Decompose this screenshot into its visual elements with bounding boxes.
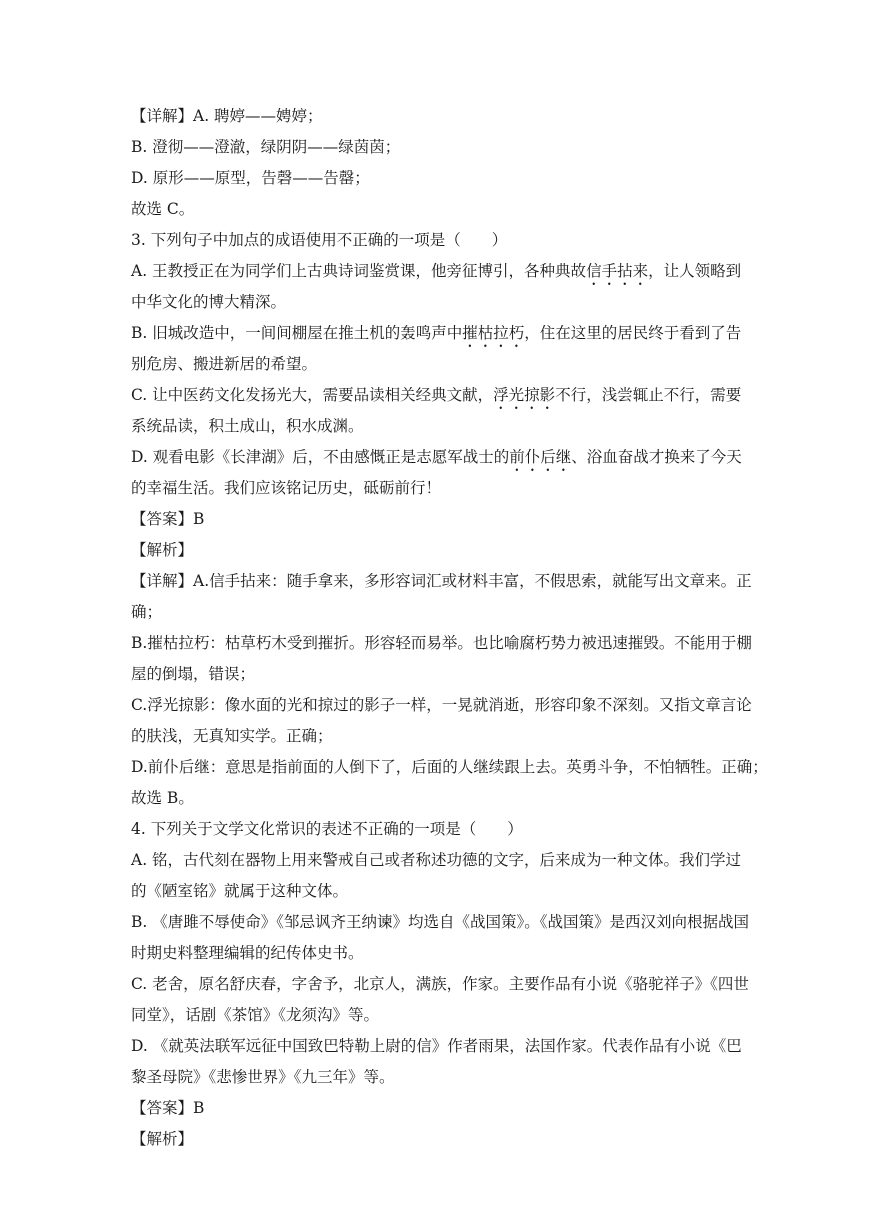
option-c-line [131, 383, 741, 413]
detail-line: D. 原形——原型，告磬——告罄； [131, 169, 370, 187]
explanation-line: 的肤浅，无真知实学。正确； [131, 727, 333, 745]
dotted-idiom: 信手拈来 [586, 262, 649, 280]
question-3-stem: 3. 下列句子中加点的成语使用不正确的一项是（ ） [131, 231, 508, 249]
dotted-idiom: 摧枯拉朽 [462, 324, 525, 342]
option-d-line-2: 的幸福生活。我们应该铭记历史，砥砺前行！ [131, 479, 442, 497]
option-d-line: D. 《就英法联军远征中国致巴特勒上尉的信》作者雨果，法国作家。代表作品有小说《巴 [131, 1037, 742, 1055]
explanation-line: B.摧枯拉朽：枯草朽木受到摧折。形容轻而易举。也比喻腐朽势力被迅速摧毁。不能用于棚 [131, 634, 752, 652]
option-a-line-2: 中华文化的博大精深。 [131, 293, 287, 311]
option-a-line-2: 的《陋室铭》就属于这种文体。 [131, 882, 349, 900]
question-4-stem: 4. 下列关于文学文化常识的表述不正确的一项是（ ） [131, 820, 523, 838]
option-c-line-2: 系统品读，积土成山，积水成渊。 [131, 417, 364, 435]
option-text: ，住在这里的居民终于看到了告 [524, 324, 742, 342]
explanation-line: D.前仆后继：意思是指前面的人倒下了，后面的人继续跟上去。英勇斗争，不怕牺牲。正确； [131, 758, 768, 776]
option-text: B. 旧城改造中，一间间棚屋在推土机的轰鸣声中 [131, 324, 463, 342]
option-text: 、浴血奋战才换来了今天 [571, 448, 742, 466]
option-b-line-2: 别危房、搬进新居的希望。 [131, 355, 318, 373]
answer-label: 【答案】B [131, 510, 205, 528]
option-a-line: A. 铭，古代刻在器物上用来警戒自己或者称述功德的文字，后来成为一种文体。我们学过 [131, 851, 742, 869]
option-d-line [131, 445, 742, 475]
dotted-idiom: 浮光掠影 [493, 386, 556, 404]
detail-line: 【详解】A. 聘婷——娉婷； [131, 107, 323, 125]
explanation-line: 确； [131, 603, 163, 621]
conclusion-line: 故选 C。 [131, 200, 195, 218]
option-b-line [131, 321, 741, 351]
option-text: 不行，浅尝辄止不行，需要 [555, 386, 742, 404]
option-a-line [131, 259, 741, 289]
answer-label: 【答案】B [131, 1099, 205, 1117]
option-c-line: C. 老舍，原名舒庆春，字舍予，北京人，满族，作家。主要作品有小说《骆驼祥子》《四世 [131, 975, 749, 993]
explanation-line: C.浮光掠影：像水面的光和掠过的影子一样，一晃就消逝，形容印象不深刻。又指文章言论 [131, 696, 752, 714]
dotted-idiom: 前仆后继 [509, 448, 572, 466]
analysis-label: 【解析】 [131, 1130, 194, 1148]
option-b-line-2: 时期史料整理编辑的纪传体史书。 [131, 944, 364, 962]
explanation-line: 【详解】A.信手拈来：随手拿来，多形容词汇或材料丰富，不假思索，就能写出文章来。正 [131, 572, 752, 590]
option-b-line: B. 《唐雎不辱使命》《邹忌讽齐王纳谏》均选自《战国策》。《战国策》是西汉刘向根据战国 [131, 913, 749, 931]
option-text: C. 让中医药文化发扬光大，需要品读相关经典文献， [131, 386, 494, 404]
conclusion-line: 故选 B。 [131, 789, 194, 807]
detail-line: B. 澄彻——澄澈，绿阴阴——绿茵茵； [131, 138, 401, 156]
option-text: ，让人领略到 [648, 262, 742, 280]
analysis-label: 【解析】 [131, 541, 194, 559]
option-text: A. 王教授正在为同学们上古典诗词鉴赏课，他旁征博引，各种典故 [131, 262, 587, 280]
option-c-line-2: 同堂》，话剧《茶馆》《龙须沟》等。 [131, 1006, 380, 1024]
option-text: D. 观看电影《长津湖》后，不由感慨正是志愿军战士的 [131, 448, 510, 466]
option-d-line-2: 黎圣母院》《悲惨世界》《九三年》等。 [131, 1068, 395, 1086]
explanation-line: 屋的倒塌，错误； [131, 665, 256, 683]
